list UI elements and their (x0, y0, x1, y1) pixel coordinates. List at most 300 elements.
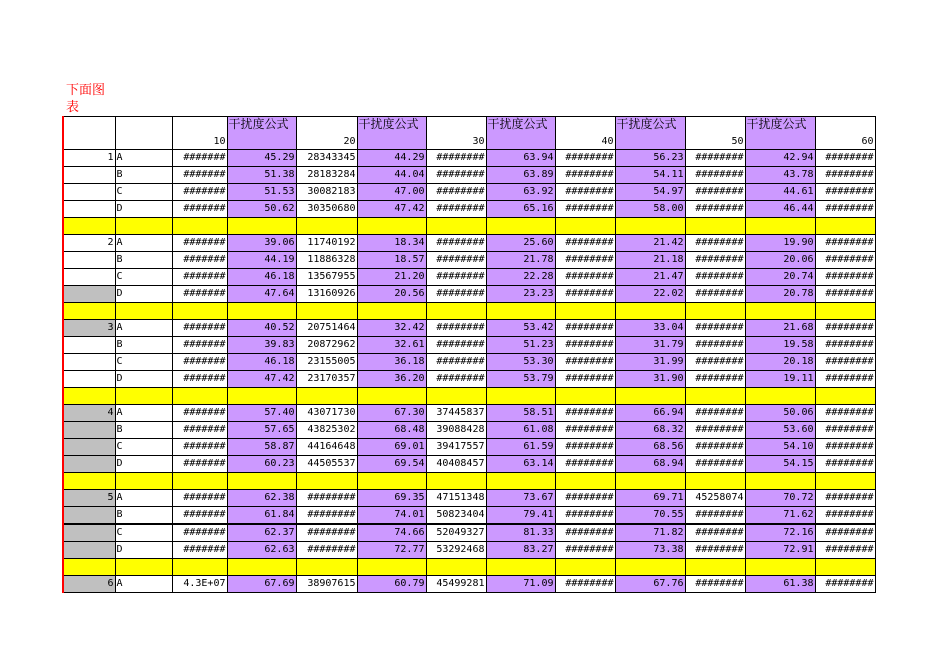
separator-cell[interactable] (426, 303, 486, 320)
value-cell[interactable]: 36.18 (357, 354, 426, 371)
value-cell[interactable]: 52049327 (426, 524, 486, 542)
value-cell[interactable]: 50823404 (426, 507, 486, 525)
row-label-cell[interactable]: C (115, 439, 172, 456)
value-cell[interactable]: 47.42 (227, 371, 296, 388)
separator-cell[interactable] (357, 303, 426, 320)
group-number-cell[interactable] (63, 269, 115, 286)
separator-cell[interactable] (115, 473, 172, 490)
value-cell[interactable]: 54.15 (745, 456, 815, 473)
value-cell[interactable]: ####### (172, 167, 227, 184)
value-cell[interactable]: 38907615 (296, 576, 357, 593)
value-cell[interactable]: ####### (172, 524, 227, 542)
value-cell[interactable]: ######## (555, 576, 615, 593)
separator-cell[interactable] (296, 473, 357, 490)
value-cell[interactable]: 74.01 (357, 507, 426, 525)
separator-cell[interactable] (615, 559, 685, 576)
value-cell[interactable]: ######## (555, 320, 615, 337)
value-cell[interactable]: 39088428 (426, 422, 486, 439)
value-cell[interactable]: ######## (815, 354, 875, 371)
value-cell[interactable]: 58.87 (227, 439, 296, 456)
separator-cell[interactable] (115, 218, 172, 235)
value-cell[interactable]: ####### (172, 201, 227, 218)
value-cell[interactable]: ######## (555, 337, 615, 354)
value-cell[interactable]: ######## (426, 235, 486, 252)
row-label-cell[interactable]: C (115, 354, 172, 371)
value-cell[interactable]: 45258074 (685, 490, 745, 507)
separator-cell[interactable] (426, 473, 486, 490)
value-cell[interactable]: ####### (172, 405, 227, 422)
value-cell[interactable]: ######## (815, 456, 875, 473)
value-cell[interactable]: 79.41 (486, 507, 555, 525)
value-cell[interactable]: ####### (172, 286, 227, 303)
value-cell[interactable]: 67.69 (227, 576, 296, 593)
group-number-cell[interactable] (63, 184, 115, 201)
value-cell[interactable]: 69.35 (357, 490, 426, 507)
group-number-cell[interactable] (63, 524, 115, 542)
value-cell[interactable]: 53.42 (486, 320, 555, 337)
value-cell[interactable]: ####### (172, 354, 227, 371)
group-number-cell[interactable]: 1 (63, 150, 115, 167)
header-level-50[interactable]: 50 (685, 117, 745, 150)
value-cell[interactable]: 44164648 (296, 439, 357, 456)
value-cell[interactable]: 43071730 (296, 405, 357, 422)
value-cell[interactable]: 57.40 (227, 405, 296, 422)
value-cell[interactable]: ######## (555, 235, 615, 252)
header-formula-label[interactable]: 干扰度公式 (227, 117, 296, 150)
value-cell[interactable]: 31.99 (615, 354, 685, 371)
value-cell[interactable]: 47.00 (357, 184, 426, 201)
header-level-30[interactable]: 30 (426, 117, 486, 150)
value-cell[interactable]: ######## (426, 320, 486, 337)
row-label-cell[interactable]: C (115, 524, 172, 542)
value-cell[interactable]: 39.06 (227, 235, 296, 252)
row-label-cell[interactable]: C (115, 184, 172, 201)
separator-cell[interactable] (115, 559, 172, 576)
value-cell[interactable]: ####### (172, 235, 227, 252)
separator-cell[interactable] (486, 559, 555, 576)
separator-cell[interactable] (745, 388, 815, 405)
value-cell[interactable]: ####### (172, 184, 227, 201)
value-cell[interactable]: 36.20 (357, 371, 426, 388)
value-cell[interactable]: ####### (172, 269, 227, 286)
value-cell[interactable]: 44505537 (296, 456, 357, 473)
value-cell[interactable]: ####### (172, 542, 227, 559)
separator-cell[interactable] (555, 388, 615, 405)
value-cell[interactable]: ######## (555, 371, 615, 388)
value-cell[interactable]: 18.57 (357, 252, 426, 269)
row-label-cell[interactable]: C (115, 269, 172, 286)
group-number-cell[interactable]: 5 (63, 490, 115, 507)
value-cell[interactable]: ######## (555, 354, 615, 371)
value-cell[interactable]: 42.94 (745, 150, 815, 167)
value-cell[interactable]: 20.18 (745, 354, 815, 371)
value-cell[interactable]: 69.71 (615, 490, 685, 507)
header-formula-label[interactable]: 干扰度公式 (745, 117, 815, 150)
value-cell[interactable]: 67.30 (357, 405, 426, 422)
value-cell[interactable]: 47.42 (357, 201, 426, 218)
separator-cell[interactable] (63, 473, 115, 490)
value-cell[interactable]: 20.78 (745, 286, 815, 303)
separator-cell[interactable] (357, 218, 426, 235)
value-cell[interactable]: 20751464 (296, 320, 357, 337)
separator-cell[interactable] (685, 218, 745, 235)
value-cell[interactable]: 13567955 (296, 269, 357, 286)
value-cell[interactable]: 53.60 (745, 422, 815, 439)
row-label-cell[interactable]: D (115, 456, 172, 473)
value-cell[interactable]: ####### (172, 490, 227, 507)
value-cell[interactable]: 81.33 (486, 524, 555, 542)
row-label-cell[interactable]: D (115, 371, 172, 388)
value-cell[interactable]: ######## (555, 252, 615, 269)
header-level-40[interactable]: 40 (555, 117, 615, 150)
value-cell[interactable]: 54.11 (615, 167, 685, 184)
separator-cell[interactable] (227, 473, 296, 490)
value-cell[interactable]: 4.3E+07 (172, 576, 227, 593)
value-cell[interactable]: 21.47 (615, 269, 685, 286)
separator-cell[interactable] (486, 388, 555, 405)
value-cell[interactable]: 21.78 (486, 252, 555, 269)
value-cell[interactable]: ######## (815, 337, 875, 354)
value-cell[interactable]: 45499281 (426, 576, 486, 593)
value-cell[interactable]: 83.27 (486, 542, 555, 559)
value-cell[interactable]: ######## (296, 542, 357, 559)
value-cell[interactable]: 71.09 (486, 576, 555, 593)
value-cell[interactable]: 44.04 (357, 167, 426, 184)
value-cell[interactable]: ######## (426, 337, 486, 354)
value-cell[interactable]: 44.61 (745, 184, 815, 201)
value-cell[interactable]: 45.29 (227, 150, 296, 167)
value-cell[interactable]: 22.28 (486, 269, 555, 286)
value-cell[interactable]: 28343345 (296, 150, 357, 167)
value-cell[interactable]: ######## (685, 167, 745, 184)
value-cell[interactable]: 43825302 (296, 422, 357, 439)
header-cell-blank[interactable] (63, 117, 115, 150)
row-label-cell[interactable]: A (115, 320, 172, 337)
value-cell[interactable]: 66.94 (615, 405, 685, 422)
separator-cell[interactable] (357, 388, 426, 405)
value-cell[interactable]: ####### (172, 422, 227, 439)
value-cell[interactable]: 62.63 (227, 542, 296, 559)
value-cell[interactable]: ######## (426, 167, 486, 184)
value-cell[interactable]: ######## (296, 490, 357, 507)
value-cell[interactable]: 51.23 (486, 337, 555, 354)
value-cell[interactable]: 72.77 (357, 542, 426, 559)
separator-cell[interactable] (115, 303, 172, 320)
separator-cell[interactable] (227, 303, 296, 320)
separator-cell[interactable] (63, 388, 115, 405)
value-cell[interactable]: 40408457 (426, 456, 486, 473)
value-cell[interactable]: ######## (555, 201, 615, 218)
value-cell[interactable]: 57.65 (227, 422, 296, 439)
separator-cell[interactable] (63, 218, 115, 235)
value-cell[interactable]: 32.42 (357, 320, 426, 337)
row-label-cell[interactable]: B (115, 507, 172, 525)
value-cell[interactable]: 61.08 (486, 422, 555, 439)
separator-cell[interactable] (296, 559, 357, 576)
value-cell[interactable]: 21.18 (615, 252, 685, 269)
separator-cell[interactable] (296, 388, 357, 405)
value-cell[interactable]: 70.72 (745, 490, 815, 507)
value-cell[interactable]: 39417557 (426, 439, 486, 456)
value-cell[interactable]: ######## (815, 405, 875, 422)
header-formula-label[interactable]: 干扰度公式 (615, 117, 685, 150)
value-cell[interactable]: ####### (172, 252, 227, 269)
row-label-cell[interactable]: A (115, 405, 172, 422)
value-cell[interactable]: 68.94 (615, 456, 685, 473)
value-cell[interactable]: 60.79 (357, 576, 426, 593)
separator-cell[interactable] (172, 388, 227, 405)
value-cell[interactable]: 31.90 (615, 371, 685, 388)
value-cell[interactable]: 23155005 (296, 354, 357, 371)
value-cell[interactable]: ######## (815, 576, 875, 593)
separator-cell[interactable] (172, 218, 227, 235)
value-cell[interactable]: 30082183 (296, 184, 357, 201)
row-label-cell[interactable]: A (115, 576, 172, 593)
value-cell[interactable]: 11886328 (296, 252, 357, 269)
value-cell[interactable]: 72.16 (745, 524, 815, 542)
group-number-cell[interactable] (63, 456, 115, 473)
value-cell[interactable]: ######## (296, 507, 357, 525)
value-cell[interactable]: 39.83 (227, 337, 296, 354)
value-cell[interactable]: ######## (426, 150, 486, 167)
group-number-cell[interactable]: 2 (63, 235, 115, 252)
value-cell[interactable]: 40.52 (227, 320, 296, 337)
value-cell[interactable]: 31.79 (615, 337, 685, 354)
value-cell[interactable]: 73.67 (486, 490, 555, 507)
separator-cell[interactable] (296, 218, 357, 235)
value-cell[interactable]: ######## (815, 201, 875, 218)
group-number-cell[interactable] (63, 201, 115, 218)
value-cell[interactable]: ######## (815, 422, 875, 439)
row-label-cell[interactable]: D (115, 201, 172, 218)
value-cell[interactable]: ######## (426, 252, 486, 269)
value-cell[interactable]: ######## (685, 422, 745, 439)
value-cell[interactable]: ######## (685, 354, 745, 371)
separator-cell[interactable] (227, 559, 296, 576)
value-cell[interactable]: ######## (555, 405, 615, 422)
value-cell[interactable]: ######## (685, 439, 745, 456)
separator-cell[interactable] (815, 218, 875, 235)
value-cell[interactable]: 28183284 (296, 167, 357, 184)
separator-cell[interactable] (227, 218, 296, 235)
value-cell[interactable]: ######## (815, 524, 875, 542)
group-number-cell[interactable] (63, 286, 115, 303)
value-cell[interactable]: 37445837 (426, 405, 486, 422)
value-cell[interactable]: ######## (685, 576, 745, 593)
separator-cell[interactable] (115, 388, 172, 405)
value-cell[interactable]: 50.62 (227, 201, 296, 218)
value-cell[interactable]: ######## (426, 371, 486, 388)
value-cell[interactable]: ######## (815, 184, 875, 201)
value-cell[interactable]: 63.94 (486, 150, 555, 167)
separator-cell[interactable] (227, 388, 296, 405)
value-cell[interactable]: ######## (815, 269, 875, 286)
group-number-cell[interactable] (63, 252, 115, 269)
header-level-20[interactable]: 20 (296, 117, 357, 150)
value-cell[interactable]: ######## (815, 542, 875, 559)
group-number-cell[interactable] (63, 542, 115, 559)
value-cell[interactable]: 43.78 (745, 167, 815, 184)
value-cell[interactable]: ####### (172, 150, 227, 167)
value-cell[interactable]: 53.79 (486, 371, 555, 388)
value-cell[interactable]: ######## (815, 371, 875, 388)
value-cell[interactable]: 22.02 (615, 286, 685, 303)
row-label-cell[interactable]: D (115, 542, 172, 559)
value-cell[interactable]: 13160926 (296, 286, 357, 303)
separator-cell[interactable] (615, 218, 685, 235)
value-cell[interactable]: ######## (426, 184, 486, 201)
row-label-cell[interactable]: A (115, 235, 172, 252)
separator-cell[interactable] (555, 559, 615, 576)
value-cell[interactable]: ######## (685, 252, 745, 269)
value-cell[interactable]: 46.18 (227, 269, 296, 286)
value-cell[interactable]: 68.32 (615, 422, 685, 439)
value-cell[interactable]: ######## (685, 507, 745, 525)
value-cell[interactable]: ######## (815, 252, 875, 269)
row-label-cell[interactable]: A (115, 150, 172, 167)
separator-cell[interactable] (745, 559, 815, 576)
separator-cell[interactable] (426, 559, 486, 576)
separator-cell[interactable] (685, 559, 745, 576)
value-cell[interactable]: 50.06 (745, 405, 815, 422)
value-cell[interactable]: ######## (815, 320, 875, 337)
value-cell[interactable]: ######## (685, 320, 745, 337)
value-cell[interactable]: 11740192 (296, 235, 357, 252)
separator-cell[interactable] (426, 388, 486, 405)
separator-cell[interactable] (815, 388, 875, 405)
value-cell[interactable]: 20.06 (745, 252, 815, 269)
value-cell[interactable]: ######## (296, 524, 357, 542)
value-cell[interactable]: ######## (685, 269, 745, 286)
separator-cell[interactable] (815, 473, 875, 490)
value-cell[interactable]: 56.23 (615, 150, 685, 167)
value-cell[interactable]: ######## (685, 371, 745, 388)
value-cell[interactable]: 53292468 (426, 542, 486, 559)
row-label-cell[interactable]: B (115, 422, 172, 439)
group-number-cell[interactable]: 4 (63, 405, 115, 422)
value-cell[interactable]: ######## (815, 490, 875, 507)
group-number-cell[interactable] (63, 337, 115, 354)
value-cell[interactable]: 46.44 (745, 201, 815, 218)
separator-cell[interactable] (615, 388, 685, 405)
value-cell[interactable]: ######## (685, 201, 745, 218)
value-cell[interactable]: ######## (555, 167, 615, 184)
value-cell[interactable]: 71.82 (615, 524, 685, 542)
row-label-cell[interactable]: B (115, 252, 172, 269)
value-cell[interactable]: 69.54 (357, 456, 426, 473)
value-cell[interactable]: ######## (426, 201, 486, 218)
value-cell[interactable]: ######## (555, 286, 615, 303)
row-label-cell[interactable]: B (115, 337, 172, 354)
value-cell[interactable]: 53.30 (486, 354, 555, 371)
row-label-cell[interactable]: B (115, 167, 172, 184)
value-cell[interactable]: 72.91 (745, 542, 815, 559)
value-cell[interactable]: ####### (172, 371, 227, 388)
value-cell[interactable]: ######## (426, 286, 486, 303)
separator-cell[interactable] (685, 303, 745, 320)
separator-cell[interactable] (815, 303, 875, 320)
value-cell[interactable]: 60.23 (227, 456, 296, 473)
value-cell[interactable]: 23170357 (296, 371, 357, 388)
value-cell[interactable]: ######## (685, 456, 745, 473)
value-cell[interactable]: 54.10 (745, 439, 815, 456)
group-number-cell[interactable] (63, 422, 115, 439)
value-cell[interactable]: 25.60 (486, 235, 555, 252)
value-cell[interactable]: 19.58 (745, 337, 815, 354)
value-cell[interactable]: 68.56 (615, 439, 685, 456)
separator-cell[interactable] (486, 218, 555, 235)
group-number-cell[interactable] (63, 167, 115, 184)
value-cell[interactable]: 65.16 (486, 201, 555, 218)
header-formula-label[interactable]: 干扰度公式 (486, 117, 555, 150)
value-cell[interactable]: 18.34 (357, 235, 426, 252)
group-number-cell[interactable] (63, 439, 115, 456)
value-cell[interactable]: ######## (815, 167, 875, 184)
value-cell[interactable]: 62.37 (227, 524, 296, 542)
value-cell[interactable]: 70.55 (615, 507, 685, 525)
separator-cell[interactable] (426, 218, 486, 235)
value-cell[interactable]: ######## (555, 150, 615, 167)
value-cell[interactable]: ######## (555, 422, 615, 439)
value-cell[interactable]: 30350680 (296, 201, 357, 218)
separator-cell[interactable] (745, 303, 815, 320)
value-cell[interactable]: ####### (172, 337, 227, 354)
value-cell[interactable]: ######## (685, 542, 745, 559)
value-cell[interactable]: 20872962 (296, 337, 357, 354)
header-level-60[interactable]: 60 (815, 117, 875, 150)
value-cell[interactable]: ######## (685, 286, 745, 303)
group-number-cell[interactable] (63, 371, 115, 388)
value-cell[interactable]: ######## (815, 507, 875, 525)
value-cell[interactable]: ######## (815, 235, 875, 252)
value-cell[interactable]: 74.66 (357, 524, 426, 542)
value-cell[interactable]: ######## (555, 490, 615, 507)
value-cell[interactable]: 68.48 (357, 422, 426, 439)
value-cell[interactable]: ######## (815, 439, 875, 456)
value-cell[interactable]: 21.68 (745, 320, 815, 337)
group-number-cell[interactable] (63, 507, 115, 525)
group-number-cell[interactable]: 6 (63, 576, 115, 593)
value-cell[interactable]: 61.38 (745, 576, 815, 593)
group-number-cell[interactable] (63, 354, 115, 371)
group-number-cell[interactable]: 3 (63, 320, 115, 337)
value-cell[interactable]: 73.38 (615, 542, 685, 559)
value-cell[interactable]: 67.76 (615, 576, 685, 593)
value-cell[interactable]: ####### (172, 456, 227, 473)
value-cell[interactable]: ####### (172, 439, 227, 456)
value-cell[interactable]: 21.20 (357, 269, 426, 286)
value-cell[interactable]: ######## (555, 507, 615, 525)
separator-cell[interactable] (685, 388, 745, 405)
value-cell[interactable]: ######## (555, 456, 615, 473)
value-cell[interactable]: 62.38 (227, 490, 296, 507)
value-cell[interactable]: 51.38 (227, 167, 296, 184)
value-cell[interactable]: 19.11 (745, 371, 815, 388)
value-cell[interactable]: 71.62 (745, 507, 815, 525)
value-cell[interactable]: 63.14 (486, 456, 555, 473)
separator-cell[interactable] (615, 473, 685, 490)
value-cell[interactable]: ######## (555, 269, 615, 286)
value-cell[interactable]: ######## (815, 150, 875, 167)
value-cell[interactable]: 54.97 (615, 184, 685, 201)
value-cell[interactable]: ######## (426, 354, 486, 371)
separator-cell[interactable] (555, 303, 615, 320)
value-cell[interactable]: 63.89 (486, 167, 555, 184)
separator-cell[interactable] (172, 303, 227, 320)
value-cell[interactable]: 58.51 (486, 405, 555, 422)
separator-cell[interactable] (555, 218, 615, 235)
value-cell[interactable]: 47.64 (227, 286, 296, 303)
